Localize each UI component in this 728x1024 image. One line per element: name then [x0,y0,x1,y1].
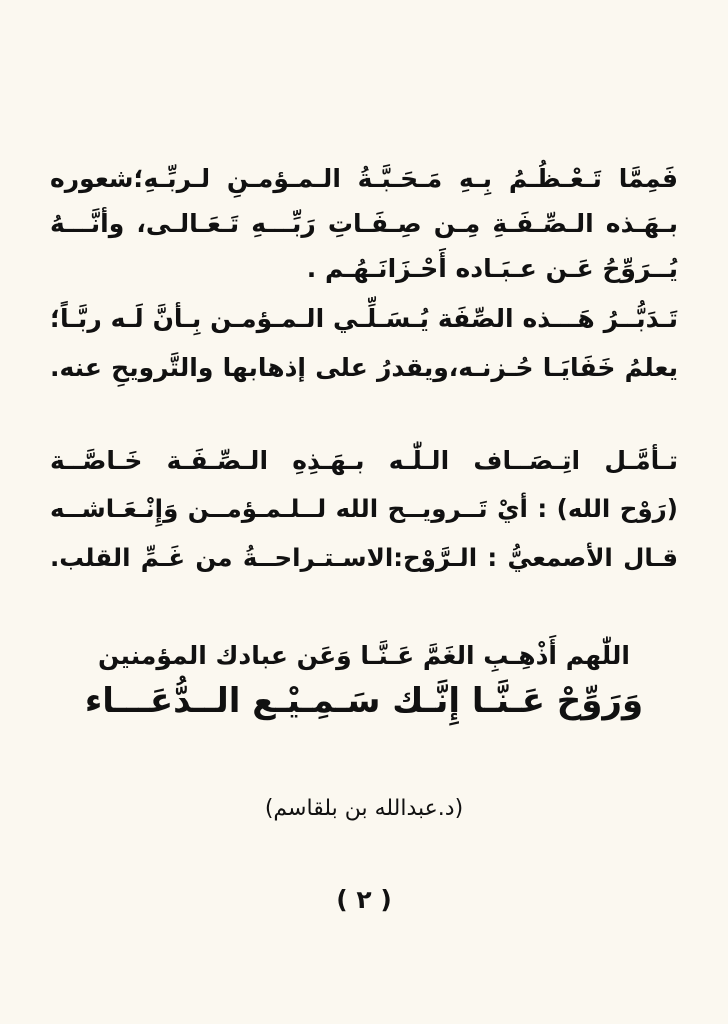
author-signature: (د.عبدالله بن بلقاسم) [264,796,464,821]
paragraph-1-line-1: فَمِمَّا تَـعْـظُـمُ بِـهِ مَـحَـبَّـةُ الـمـؤمـنِ لـربِّـهِ؛شعوره [50,164,678,193]
paragraph-1-line-3: يُــرَوِّحُ عَـن عـبَـاده أَحْـزَانَـهُـم . [306,254,678,283]
paragraph-1-line-4: تَـدَبُّــرُ هَـــذه الصِّفَة يُـسَـلِّـي الـمـؤمـن بِـأنَّ لَـه ربَّـاً؛ [50,304,678,333]
paragraph-2-line-1: تـأمَّـل اتِـصَــاف الـلّٰـه بـهَـذِهِ الـصِّـفَـة خَـاصَّــة [50,446,678,475]
paragraph-2-line-3: قـال الأصمعيُّ : الـرَّوْح:الاسـتـراحــةُ من غَـمِّ القلب. [50,543,678,572]
dua-line-2: وَرَوِّحْ عَـنَّـا إِنَّـك سَـمِـيْـع الــدُّعَـــاء [84,681,644,721]
paragraph-1-line-5: يعلمُ خَفَايَـا حُـزنـه،ويقدرُ على إذهابها والتَّرويحِ عنه. [50,353,678,382]
paragraph-2-line-2: (رَوْح الله) : أيْ تَــرويــح الله لــلـمـؤمــن وَإِنْـعَـاشــه [50,494,678,523]
paragraph-1-line-2: بـهَـذه الـصِّـفَـةِ مِـن صِـفَـاتِ رَبِّـــهِ تَـعَـالـى، وأنَّـــهُ [50,209,678,238]
dua-line-1: اللّٰهم أَذْهِـبِ الغَمَّ عَـنَّـا وَعَن عبادك المؤمنين [98,641,630,670]
page-number: ( ٢ ) [336,885,392,914]
